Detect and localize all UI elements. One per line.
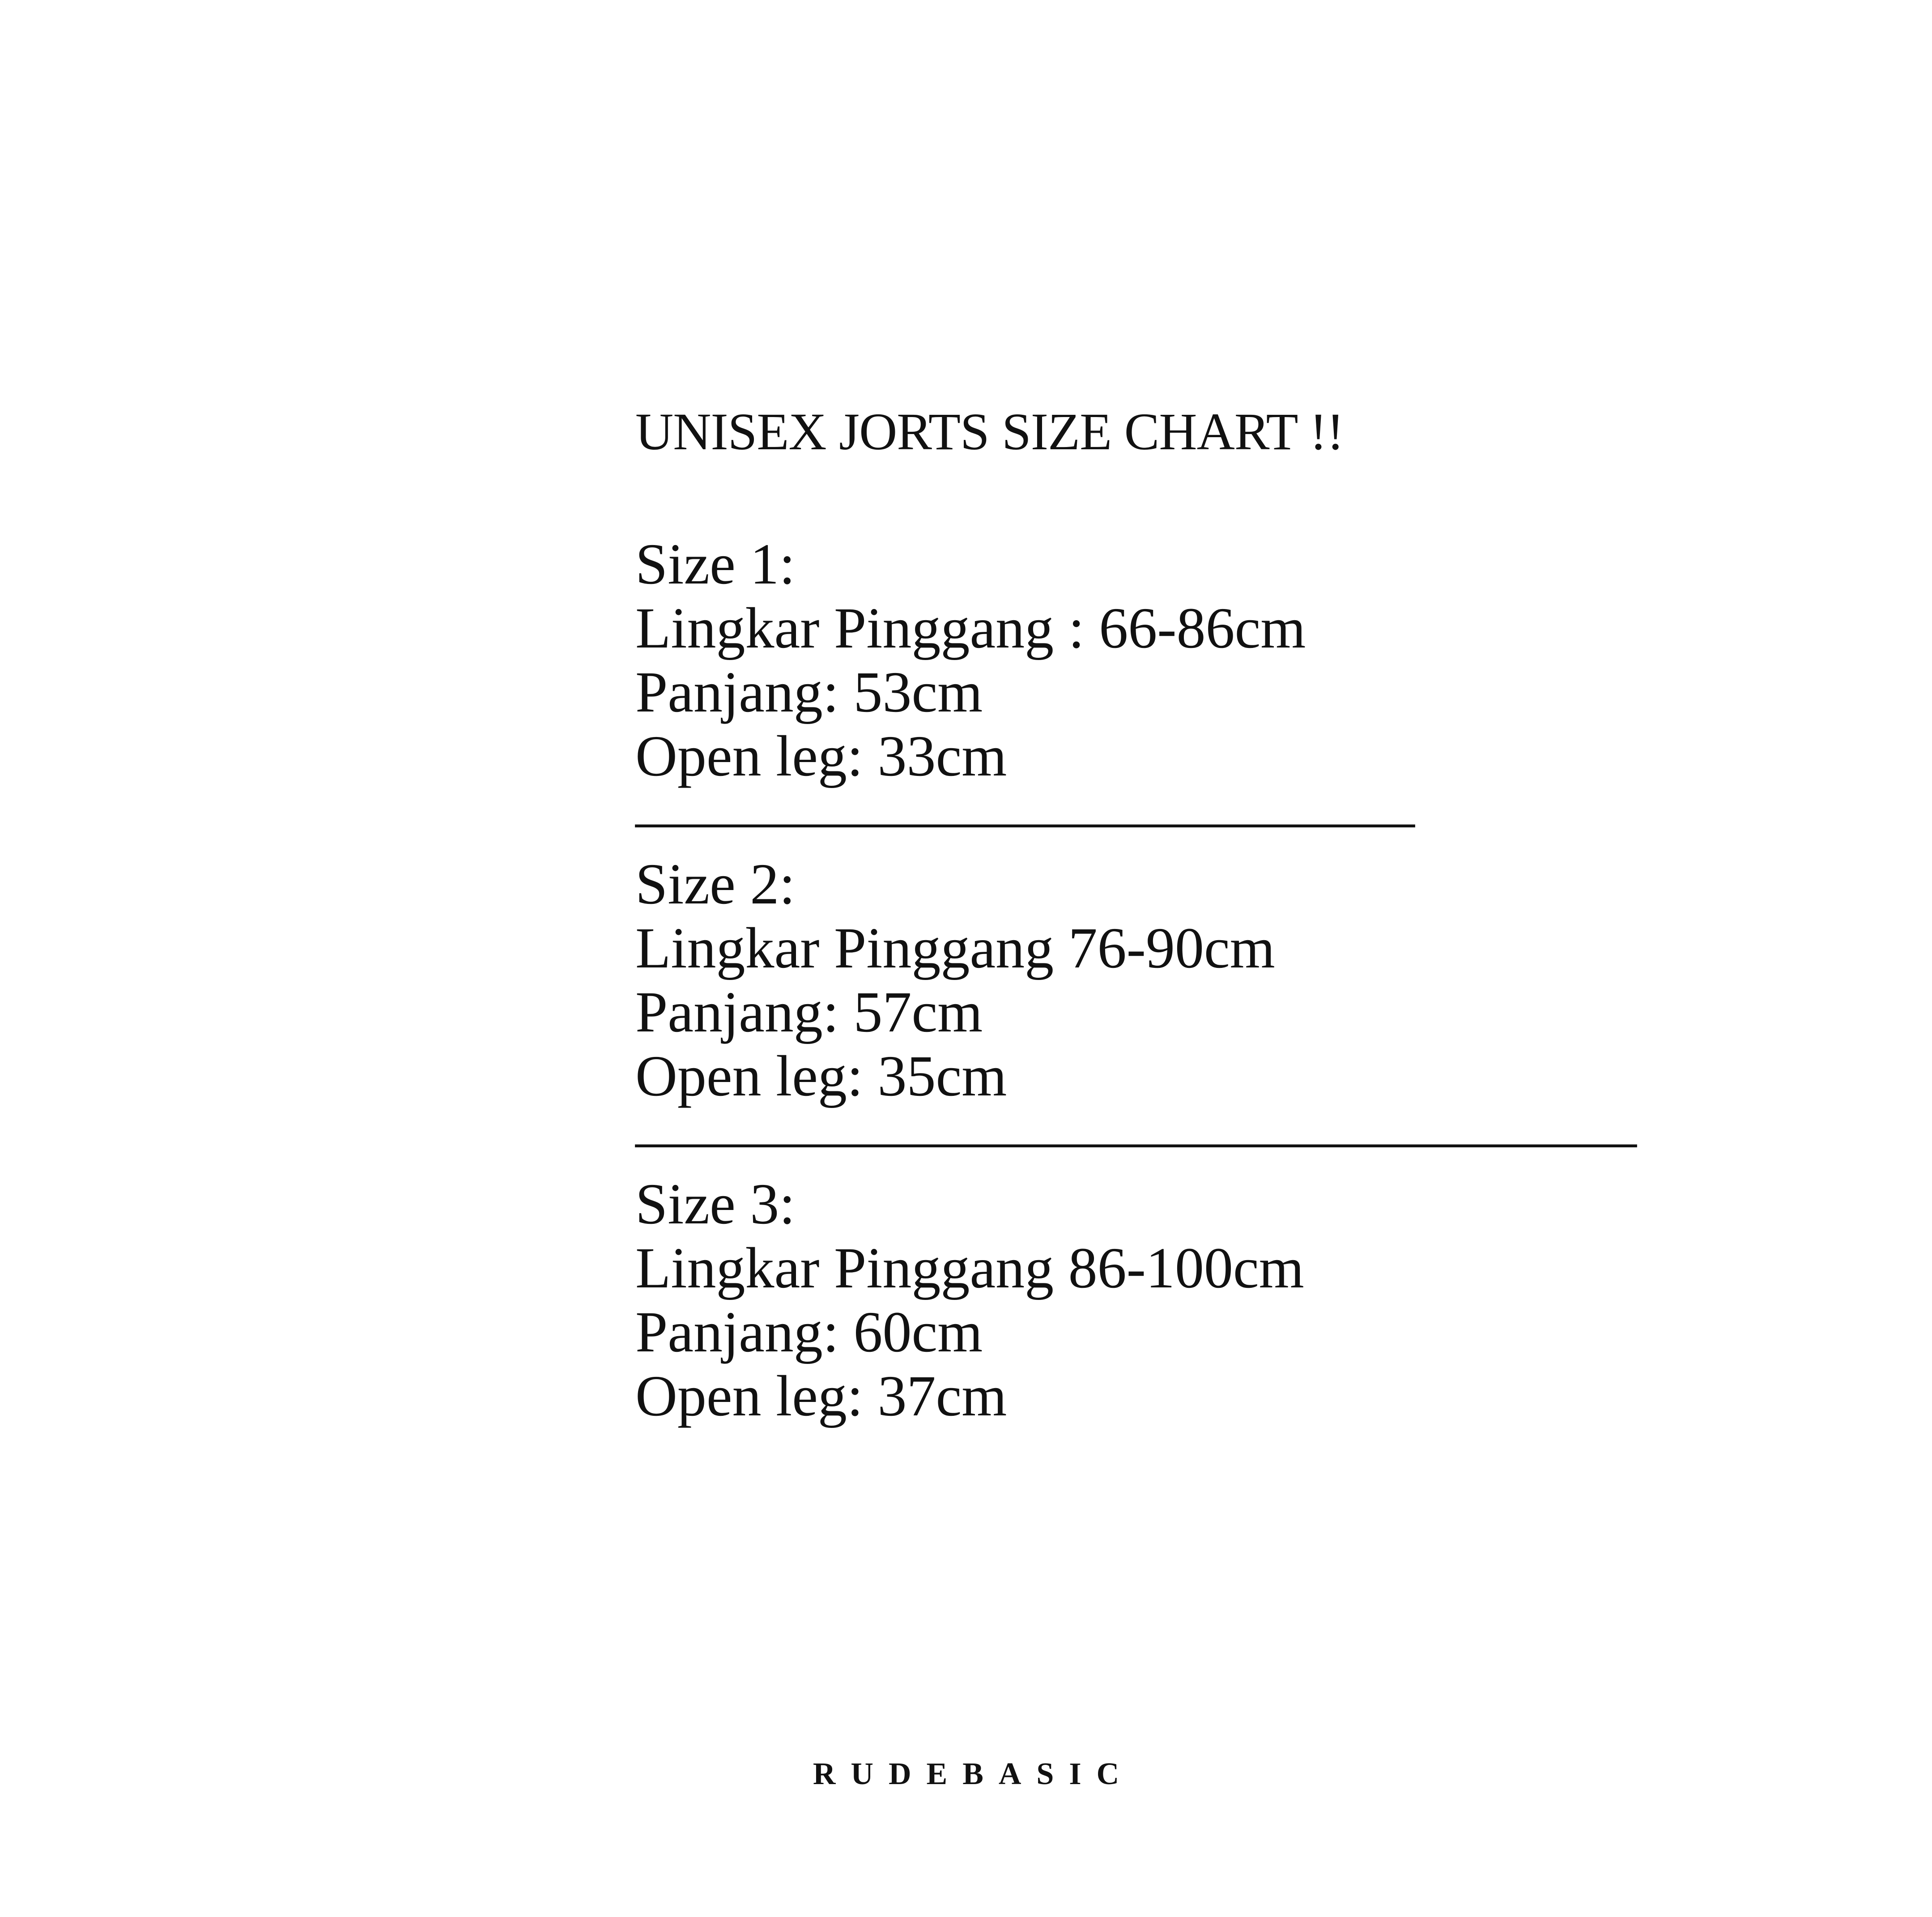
- open-leg-measurement: Open leg: 35cm: [635, 1044, 1007, 1108]
- size-block-1: [635, 532, 1664, 852]
- chart-title: UNISEX JORTS SIZE CHART !!: [635, 402, 1344, 461]
- divider-line: ——————————————————: [635, 1108, 1634, 1172]
- size-label: Size 1:: [635, 532, 796, 596]
- divider-line: ——————————————: [635, 788, 1412, 852]
- waist-measurement: Lingkar Pinggang : 66-86cm: [635, 596, 1306, 660]
- size-label: Size 2:: [635, 852, 796, 916]
- size-label: Size 3:: [635, 1172, 796, 1236]
- waist-measurement: Lingkar Pinggang 76-90cm: [635, 916, 1275, 980]
- size-block-3: [635, 1172, 1664, 1428]
- open-leg-measurement: Open leg: 37cm: [635, 1364, 1007, 1428]
- length-measurement: Panjang: 60cm: [635, 1300, 983, 1364]
- brand-logo-text: RUDEBASIC: [813, 1757, 1135, 1791]
- waist-measurement: Lingkar Pinggang 86-100cm: [635, 1236, 1304, 1300]
- length-measurement: Panjang: 53cm: [635, 660, 983, 724]
- length-measurement: Panjang: 57cm: [635, 980, 983, 1044]
- open-leg-measurement: Open leg: 33cm: [635, 724, 1007, 788]
- size-block-2: [635, 852, 1664, 1172]
